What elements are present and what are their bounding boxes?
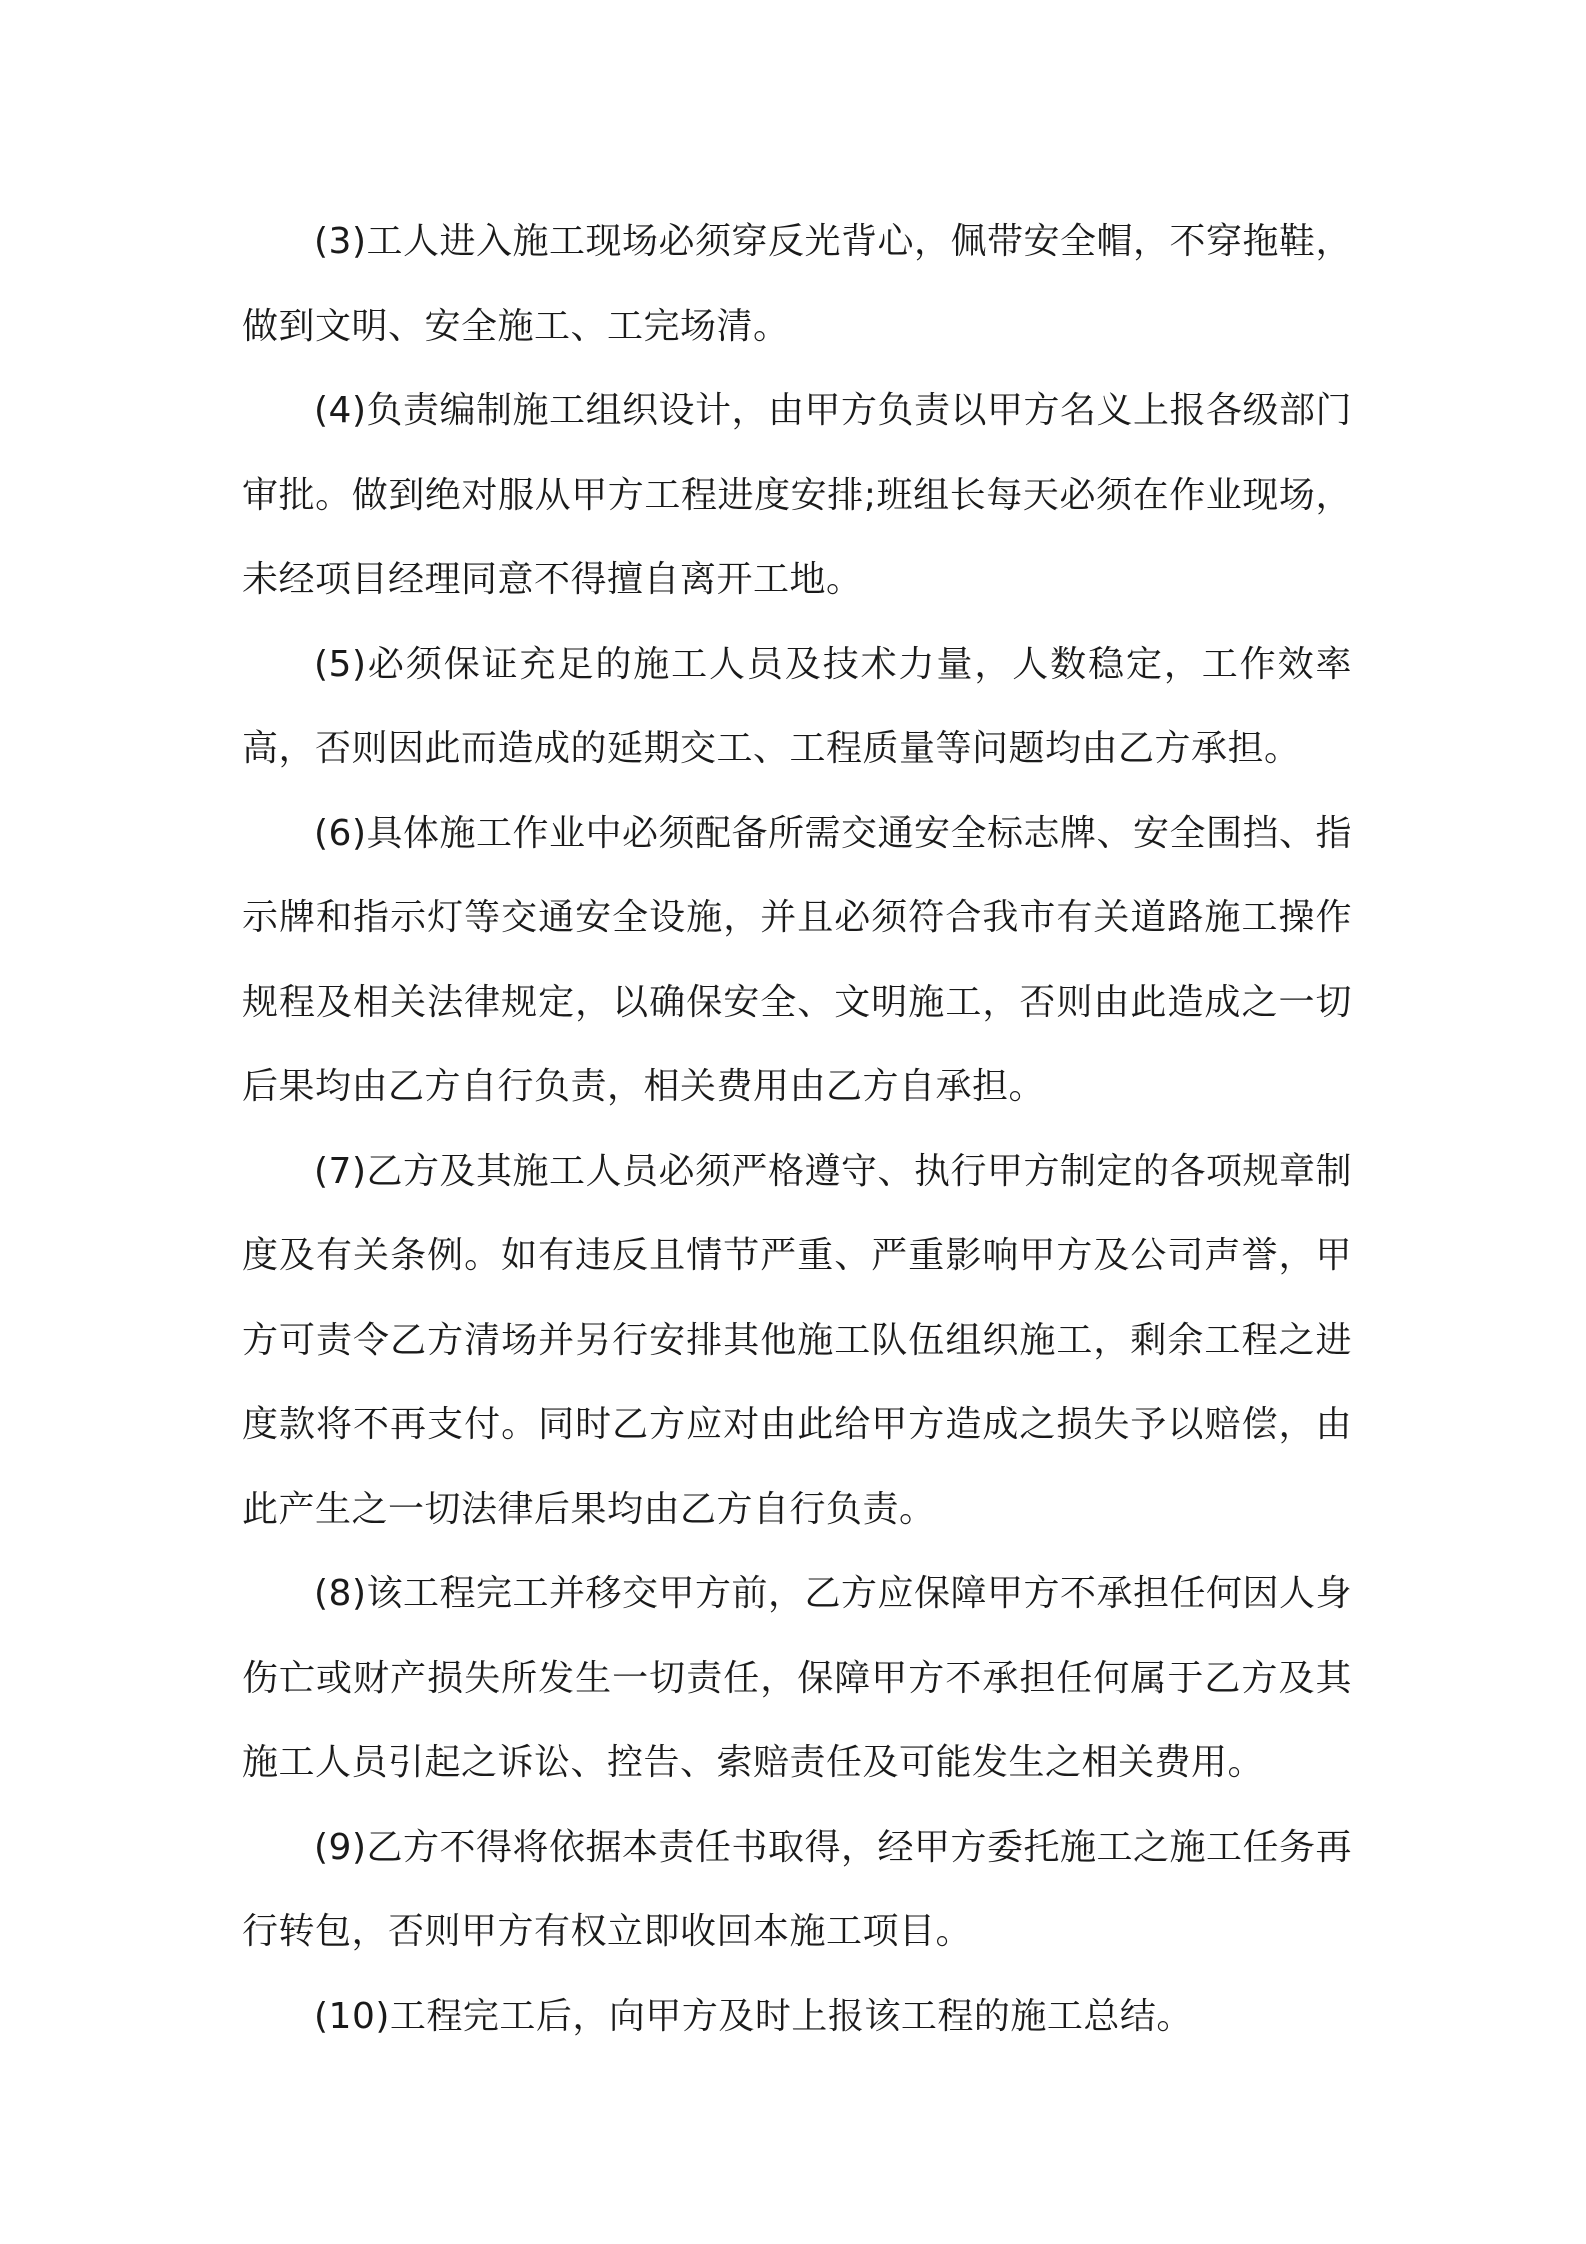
paragraph-item-5: (5)必须保证充足的施工人员及技术力量，人数稳定，工作效率高，否则因此而造成的延期交工、工程质量等问题均由乙方承担。 [242,643,1352,769]
paragraph-item-10: (10)工程完工后，向甲方及时上报该工程的施工总结。 [314,1995,1193,2037]
paragraph-item-9: (9)乙方不得将依据本责任书取得，经甲方委托施工之施工任务再行转包，否则甲方有权立即收回本施工项目。 [242,1826,1352,1952]
paragraph-item-6: (6)具体施工作业中必须配备所需交通安全标志牌、安全围挡、指示牌和指示灯等交通安全设施，并且必须符合我市有关道路施工操作规程及相关法律规定，以确保安全、文明施工，否则由此造成之一切后果均由乙方自行负责，相关费用由乙方自承担。 [242,812,1352,1107]
paragraph-item-8: (8)该工程完工并移交甲方前，乙方应保障甲方不承担任何因人身伤亡或财产损失所发生一切责任，保障甲方不承担任何属于乙方及其施工人员引起之诉讼、控告、索赔责任及可能发生之相关费用。 [242,1573,1352,1783]
paragraph-item-4: (4)负责编制施工组织设计，由甲方负责以甲方名义上报各级部门审批。做到绝对服从甲方工程进度安排;班组长每天必须在作业现场，未经项目经理同意不得擅自离开工地。 [242,390,1352,600]
paragraph-item-7: (7)乙方及其施工人员必须严格遵守、执行甲方制定的各项规章制度及有关条例。如有违反且情节严重、严重影响甲方及公司声誉，甲方可责令乙方清场并另行安排其他施工队伍组织施工，剩余工程之进度款将不再支付。同时乙方应对由此给甲方造成之损失予以赔偿，由此产生之一切法律后果均由乙方自行负责。 [242,1150,1352,1530]
document-page [242,200,1352,2059]
paragraph-item-3: (3)工人进入施工现场必须穿反光背心，佩带安全帽，不穿拖鞋，做到文明、安全施工、工完场清。 [242,221,1352,347]
